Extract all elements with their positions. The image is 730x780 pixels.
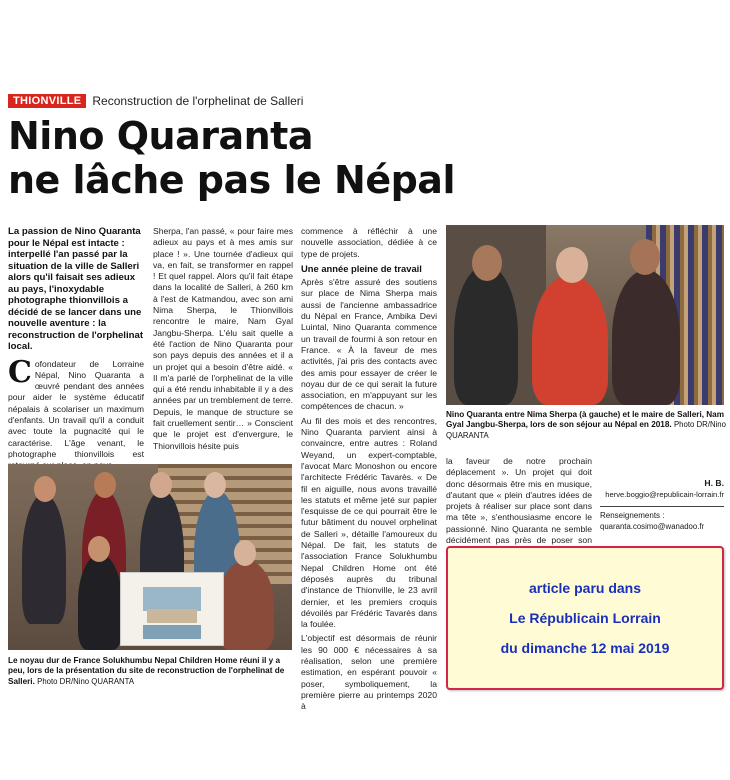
lead-paragraph: La passion de Nino Quaranta pour le Népal est intacte : interpellé l'an passé par la situation de la ville de Salleri alors qu'il faisait ses adieux au pays, l'inoxydable photographe thionvillois a décidé de se lancer dans une nouvelle aventure : la reconstruction de l'orphelinat local. xyxy=(8,226,144,352)
caption-text: Le noyau dur de France Solukhumbu Nepal Children Home réuni il y a peu, lors de la présentation du site de reconstruction de l'orphelinat de Salleri. xyxy=(8,656,285,686)
column-2 xyxy=(153,226,293,455)
signature-block xyxy=(600,478,724,500)
section-tag: THIONVILLE xyxy=(8,94,86,108)
column-4 xyxy=(446,456,592,561)
info-email: quaranta.cosimo@wanadoo.fr xyxy=(600,522,705,531)
caption-text: Nino Quaranta entre Nima Sherpa (à gauche) et le maire de Salleri, Nam Gyal Jangbu-Sherpa, lors de son séjour au Népal en 2018. xyxy=(446,410,725,430)
photo-top xyxy=(446,225,724,405)
kicker xyxy=(8,93,303,109)
author-initials: H. B. xyxy=(704,478,724,488)
body-text: ofondateur de Lorraine Népal, Nino Quaranta a œuvré pendant des années pour aider le système éducatif népalais à scolariser un maximum d'enfants. Un travail qu'il a conduit avec toute la pugnacité qui le caractérise. L'âge venant, le photographe thionvillois est xyxy=(8,358,144,459)
info-box xyxy=(600,506,724,532)
source-line-2: Le Républicain Lorrain xyxy=(509,610,661,626)
body-paragraph: L'objectif est désormais de réunir les 90 000 € nécessaires à sa réalisation, selon une première estimation, en espérant pouvoir « poser, symboliquement, la première pierre au printemps 2020 à xyxy=(301,633,437,712)
photo-credit: Photo DR/Nino QUARANTA xyxy=(37,676,135,686)
body-paragraph: Au fil des mois et des rencontres, Nino Quaranta parvient ainsi à convaincre, entre autres : Roland Weyand, un expert-comptable, l'avocat Marc Monoshon ou encore l'architecte Frédéric Tavarès. « De fil en aiguille, nous avons travaillé les statuts et même jeté sur papier l'esquisse de ce qui pourrait être le futur bâtiment du nouvel orphelinat de Salleri », détaille l'amoureux du Népal. De fait, les statuts de l'association France Solukhumbu Nepal Children Home ont été déposés auprès du tribunal d'instance de Thionville, le 23 avril dernier, et les premiers croquis dévoilés par Frédéric Tavarès dans la foulée. xyxy=(301,415,437,630)
headline-line-1: Nino Quaranta xyxy=(8,114,313,158)
photo-bottom-caption xyxy=(8,656,298,687)
photo-top-caption xyxy=(446,410,726,441)
body-paragraph: Après s'être assuré des soutiens sur place de Nima Sherpa mais aussi de l'ancienne ambassadrice du Népal en France, Ambika Devi Luintal, Nino Quaranta commence un travail de fourmi à son retour en France. « À la faveur de mes activités, j'ai pris des contacts avec des amis pour essayer de créer le noyau dur de ce qui serait la future association, en m'appuyant sur les compétences de chacun. » xyxy=(301,277,437,412)
photo-credit: Photo DR/Nino QUARANTA xyxy=(446,420,726,440)
kicker-title: Reconstruction de l'orphelinat de Salleri xyxy=(92,94,304,108)
headline-line-2: ne lâche pas le Népal xyxy=(8,158,455,202)
source-line-1: article paru dans xyxy=(528,580,642,596)
body-paragraph: Sherpa, l'an passé, « pour faire mes adieux au pays et à mes amis sur place ! ». Une tournée d'adieux qui va, en fait, se transformer en rappel ! Et quel rappel. Alors qu'il fait étape dans la localité de Salleri, à 260 km à l'est de Katmandou, avec son ami Nima Sherpa, le Thionvillois rencontre le maire, Nam Gyal Jangbu-Sherpa. L'élu sait quelle a été l'action de Nino Quaranta pour son pays depuis des années et il a un projet qui a besoin d'être aidé. « Il m'a parlé de l'orphelinat de la ville qui a été rendu inhabitable il y a des années par un tremblement de terre. Depuis, le manque de structure se fait cruellement sentir… » Conscient que le projet est d'envergure, le Thionvillois hésite puis xyxy=(153,226,293,451)
column-1 xyxy=(8,226,144,474)
architect-sketch xyxy=(120,572,224,646)
photo-bottom xyxy=(8,464,292,650)
source-line-3: du dimanche 12 mai 2019 xyxy=(500,640,670,656)
source-box xyxy=(446,546,724,690)
drop-cap: C xyxy=(8,354,32,390)
author-email: herve.boggio@republicain-lorrain.fr xyxy=(605,490,724,499)
body-paragraph: commence à réfléchir à une nouvelle association, dédiée à ce type de projets. xyxy=(301,226,437,259)
info-label: Renseignements : xyxy=(600,511,665,520)
body-paragraph xyxy=(8,354,144,472)
body-paragraph: la faveur de notre prochain déplacement ». Un projet qui doit donc désormais être mis en musique, d'autant que « plein d'autres idées de projets à réaliser sur place sont dans ma tête », s'enthousiasme encore le passionné. Nino Quaranta ne semble décidément pas près de poser son xyxy=(446,456,592,546)
column-3 xyxy=(301,226,437,715)
subheading: Une année pleine de travail xyxy=(301,262,422,274)
headline xyxy=(8,114,455,202)
